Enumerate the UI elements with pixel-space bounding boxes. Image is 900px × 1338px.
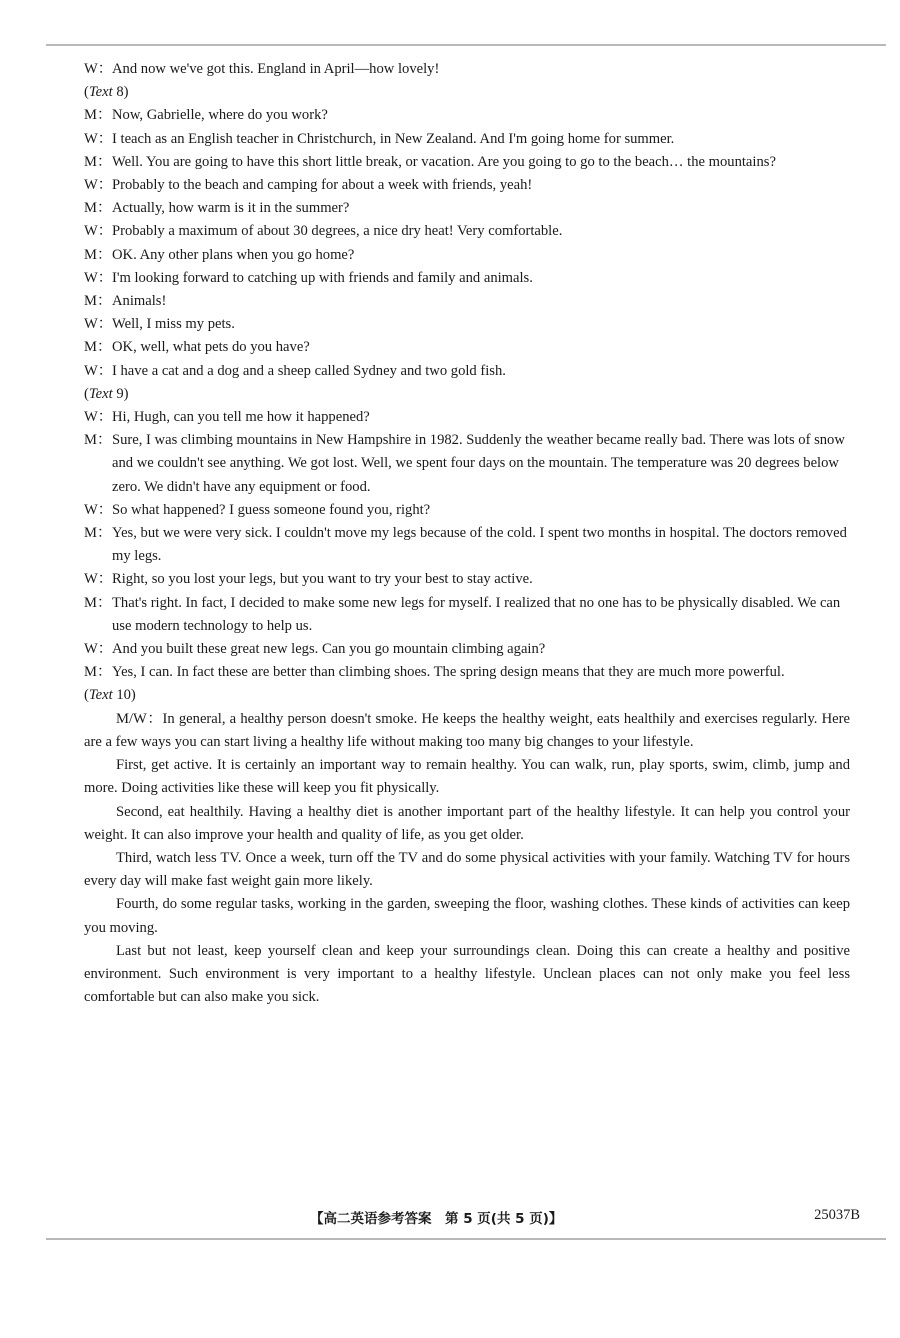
monologue-paragraph: Fourth, do some regular tasks, working in the garden, sweeping the floor, washing clothes. These kinds of activities can keep you moving. — [84, 896, 850, 936]
utterance-text: Probably to the beach and camping for about a week with friends, yeah! — [112, 177, 533, 194]
utterance-text: Probably a maximum of about 30 degrees, a nice dry heat! Very comfortable. — [112, 223, 563, 240]
dialog-line — [84, 499, 850, 522]
dialog-line — [84, 267, 850, 290]
text-label-number: 10) — [112, 687, 136, 704]
speaker-label: W： — [84, 316, 113, 333]
monologue-paragraph: First, get active. It is certainly an important way to remain healthy. You can walk, run, play sports, swim, climb, jump and more. Doing activities like these will keep you fit physically. — [84, 757, 850, 797]
speaker-label: M： — [84, 293, 112, 310]
utterance-text: Now, Gabrielle, where do you work? — [112, 107, 328, 124]
text-label-number: 8) — [112, 84, 129, 101]
speaker-label: W： — [84, 177, 113, 194]
speaker-label: W： — [84, 641, 113, 658]
text-section-label: (Text 9) — [84, 385, 129, 402]
dialog-line — [84, 220, 850, 243]
bottom-rule — [46, 1238, 886, 1240]
text-section-label: (Text 8) — [84, 84, 129, 101]
speaker-label: W： — [84, 61, 113, 77]
utterance-text: Actually, how warm is it in the summer? — [112, 200, 350, 217]
speaker-label: M： — [84, 339, 112, 356]
text-section-label: (Text 10) — [84, 687, 136, 704]
utterance-text: Animals! — [112, 293, 167, 310]
dialog-line — [84, 104, 850, 127]
utterance-text: I have a cat and a dog and a sheep called Sydney and two gold fish. — [112, 362, 506, 379]
utterance-text: I'm looking forward to catching up with friends and family and animals. — [112, 269, 533, 286]
speaker-label: W： — [84, 409, 113, 426]
speaker-label: W： — [84, 269, 113, 286]
utterance-text: Yes, but we were very sick. I couldn't move my legs because of the cold. I spent two months in hospital. The doctors removed my legs. — [112, 525, 847, 565]
speaker-label: M： — [84, 246, 112, 263]
utterance-text: And you built these great new legs. Can you go mountain climbing again? — [112, 641, 546, 658]
speaker-label: W： — [84, 362, 113, 379]
speaker-label: W： — [84, 130, 113, 147]
speaker-label: M： — [84, 107, 112, 124]
footer-code: 25037B — [814, 1207, 860, 1223]
dialog-line — [84, 522, 850, 568]
utterance-text: Sure, I was climbing mountains in New Hampshire in 1982. Suddenly the weather became really bad. There was lots of snow and we couldn't see anything. We got lost. Well, we spent four days on the mountain. The temperature was 20 degrees below zero. We didn't have any equipment or food. — [112, 432, 845, 495]
utterance-text: Right, so you lost your legs, but you want to try your best to stay active. — [112, 571, 533, 588]
dialog-line — [84, 429, 850, 499]
speaker-label: W： — [84, 501, 113, 518]
dialog-line — [84, 661, 850, 684]
dialog-line — [84, 244, 850, 267]
utterance-text: Well. You are going to have this short little break, or vacation. Are you going to go to the beach… the mountains? — [112, 153, 776, 170]
footer-page-info: 【高二英语参考答案 第 5 页(共 5 页)】 — [310, 1211, 563, 1227]
dialog-line — [84, 290, 850, 313]
utterance-text: Well, I miss my pets. — [112, 316, 235, 333]
transcript-body — [84, 58, 850, 1009]
dialog-line — [84, 406, 850, 429]
dialog-line — [84, 638, 850, 661]
utterance-text: OK, well, what pets do you have? — [112, 339, 310, 356]
monologue-paragraph: Third, watch less TV. Once a week, turn off the TV and do some physical activities with your family. Watching TV for hours every day will make fast weight gain more likely. — [84, 849, 850, 890]
utterance-text: OK. Any other plans when you go home? — [112, 246, 355, 263]
text-label-word: Text — [88, 84, 113, 101]
dialog-line — [84, 336, 850, 359]
page-footer — [0, 1207, 900, 1229]
text-label-word: Text — [88, 385, 113, 402]
text-label-word: Text — [88, 687, 113, 704]
monologue-paragraph: Last but not least, keep yourself clean and keep your surroundings clean. Doing this can create a healthy and positive environment. Such environment is very important to a healthy lifestyle. Unclean places can not only make you feel less comfortable but can also make you sick. — [84, 942, 850, 1006]
speaker-label: M： — [84, 594, 112, 611]
utterance-text: Yes, I can. In fact these are better than climbing shoes. The spring design means that they are much more powerful. — [112, 664, 785, 681]
dialog-line — [84, 592, 850, 638]
dialog-line — [84, 197, 850, 220]
speaker-label: M： — [84, 153, 112, 170]
dialog-line — [84, 174, 850, 197]
text-label-number: 9) — [112, 385, 129, 402]
monologue-paragraph: Second, eat healthily. Having a healthy diet is another important part of the healthy lifestyle. It can help you control your weight. It can also improve your health and quality of life, as you get older. — [84, 803, 850, 843]
dialog-line — [84, 128, 850, 151]
speaker-label: M： — [84, 525, 112, 542]
speaker-label: M： — [84, 664, 112, 681]
utterance-text: I teach as an English teacher in Christchurch, in New Zealand. And I'm going home for summer. — [112, 130, 675, 147]
speaker-label: W： — [84, 571, 113, 588]
monologue-paragraph: M/W：In general, a healthy person doesn't smoke. He keeps the healthy weight, eats healthily and exercises regularly. Here are a few ways you can start living a healthy life without making too many big changes to your lifestyle. — [84, 710, 850, 750]
speaker-label: M： — [84, 200, 112, 217]
speaker-label: M： — [84, 432, 112, 449]
utterance-text: And now we've got this. England in April—how lovely! — [112, 61, 440, 77]
top-rule — [46, 44, 886, 46]
dialog-line — [84, 568, 850, 591]
utterance-text: So what happened? I guess someone found you, right? — [112, 501, 431, 518]
utterance-text: Hi, Hugh, can you tell me how it happened? — [112, 409, 370, 426]
dialog-line — [84, 151, 850, 174]
speaker-label: W： — [84, 223, 113, 240]
dialog-line — [84, 313, 850, 336]
dialog-line — [84, 360, 850, 383]
utterance-text: That's right. In fact, I decided to make some new legs for myself. I realized that no one has to be physically disabled. We can use modern technology to help us. — [112, 594, 841, 634]
dialog-line — [84, 58, 850, 81]
